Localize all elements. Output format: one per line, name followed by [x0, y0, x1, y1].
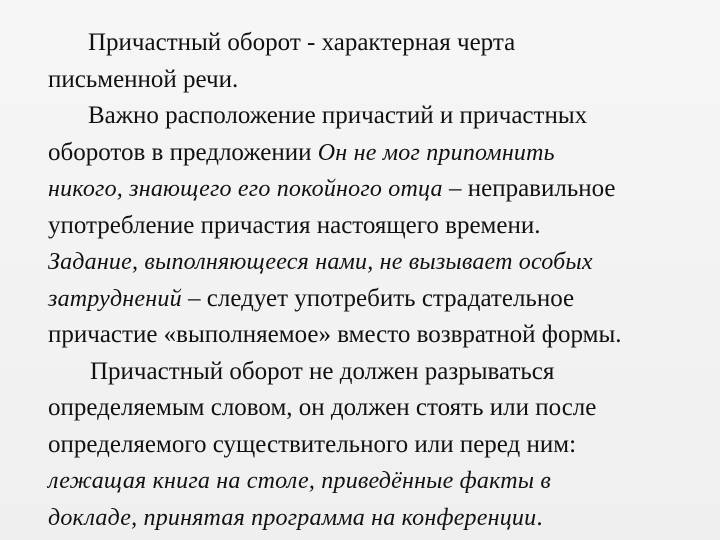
text-line: Причастный оборот - характерная черта — [88, 29, 516, 56]
example-sentence: никого, знающего его покойного отца — [48, 176, 443, 202]
text-line: Важно расположение причастий и причастных — [88, 102, 588, 129]
text-line: никого, знающего его покойного отца – неправильное — [48, 175, 616, 202]
text-line — [48, 244, 708, 281]
slide-text — [48, 25, 708, 536]
text-line: определяемым словом, он должен стоять или после — [48, 394, 597, 421]
example-sentence: лежащая книга на столе, приведённые факты в — [48, 468, 552, 494]
text-line: докладе, принятая программа на конференции. — [48, 503, 543, 531]
text-line: определяемого существительного или перед ним: — [48, 430, 577, 458]
text-line: причастие «выполняемое» вместо возвратной формы. — [48, 321, 622, 348]
paragraph-3 — [48, 354, 708, 537]
paragraph-1 — [48, 25, 708, 98]
text-line: письменной речи. — [48, 65, 239, 93]
example-sentence: Он не мог припомнить — [317, 139, 555, 166]
text-line: оборотов в предложении Он не мог припомнить — [48, 138, 555, 166]
example-sentence: докладе, принятая программа на конференции — [48, 504, 537, 531]
text-line: употребление причастия настоящего времени. — [48, 211, 541, 239]
text-line: затруднений – следует употребить страдательное — [48, 284, 575, 312]
paragraph-2 — [48, 98, 708, 354]
text-line — [48, 463, 708, 500]
example-sentence: затруднений — [48, 285, 182, 312]
text-line: Причастный оборот не должен разрываться — [90, 357, 555, 385]
example-sentence: Задание, выполняющееся нами, не вызывает особых — [48, 249, 593, 275]
